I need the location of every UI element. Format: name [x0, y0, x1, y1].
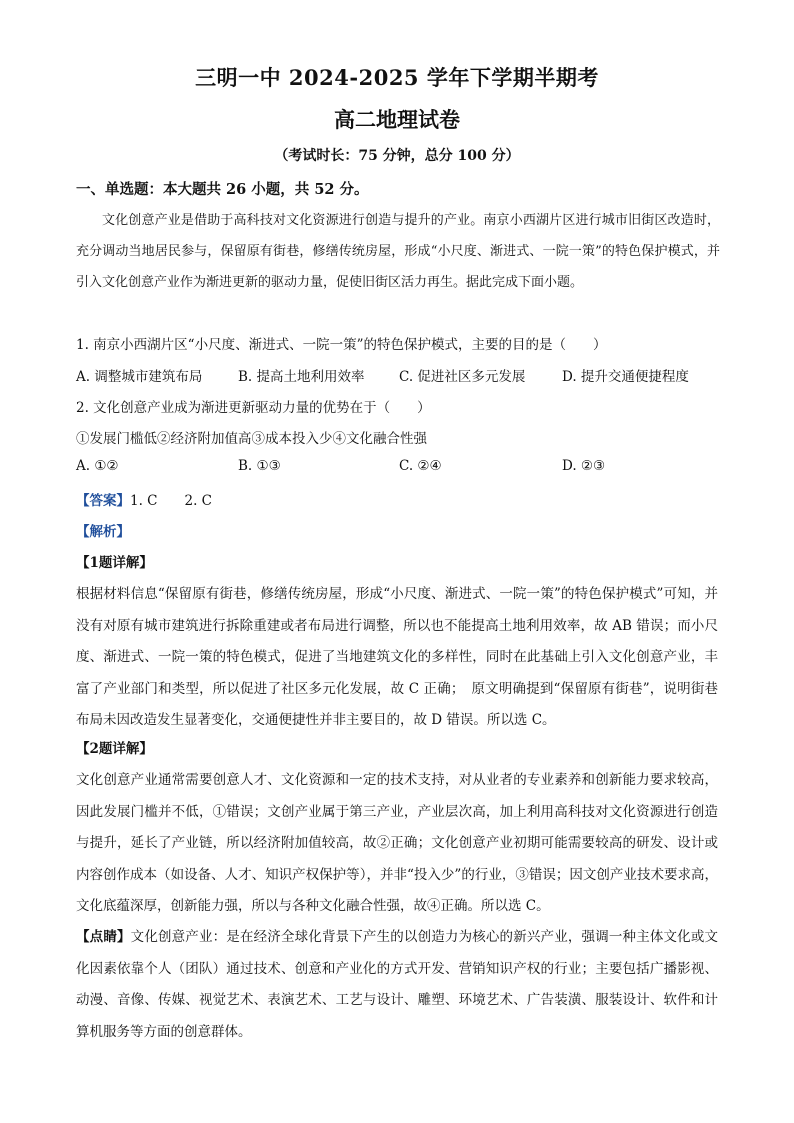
question-2-stem: 2. 文化创意产业成为渐进更新驱动力量的优势在于（ ） [76, 400, 431, 416]
detail-1-title: 【1题详解】 [76, 555, 153, 571]
detail-1-paragraph: 根据材料信息“保留原有街巷，修缮传统房屋，形成“小尺度、渐进式、一院一策”的特色保护模式”可知，并没有对原有城市建筑进行拆除重建或者布局进行调整，所以也不能提高土地利用效率，故 AB 错误；而小尺度、渐进式、一院一策的特色模式，促进了当地建筑文化的多样性，同时在此基础上引入文化创意产业，丰富了产业部门和类型，所以促进了社区多元化发展，故 C 正确； 原文明确提到“保留原有街巷”，说明街巷布局未因改造发生显著变化，交通便捷性并非主要目的，故 D 错误。所以选 C。 [76, 586, 718, 728]
exam-subject: 高二地理试卷 [334, 107, 460, 132]
question-2-option-d: D. ②③ [562, 458, 606, 474]
answer-line [76, 489, 212, 509]
question-2-option-a: A. ①② [76, 458, 119, 474]
detail-2-title: 【2题详解】 [76, 741, 153, 757]
question-2-items: ①发展门槛低②经济附加值高③成本投入少④文化融合性强 [76, 431, 427, 447]
detail-2-text [76, 765, 718, 923]
highlight-text: 文化创意产业：是在经济全球化背景下产生的以创造力为核心的新兴产业，强调一种主体文化或文化因素依靠个人（团队）通过技术、创意和产业化的方式开发、营销知识产权的行业；主要包括广播影视、动漫、音像、传媒、视觉艺术、表演艺术、工艺与设计、雕塑、环境艺术、广告装潢、服装设计、软件和计算机服务等方面的创意群体。 [76, 929, 719, 1040]
reading-material [76, 205, 720, 298]
question-2-option-c: C. ②④ [399, 458, 442, 474]
highlight-label: 【点睛】 [76, 929, 131, 945]
question-1-option-b: B. 提高土地利用效率 [238, 369, 365, 385]
exam-info: （考试时长：75 分钟，总分 100 分） [274, 148, 520, 164]
detail-1-text [76, 579, 718, 737]
exam-title: 三明一中 2024-2025 学年下学期半期考 [195, 65, 599, 90]
material-text: 文化创意产业是借助于高科技对文化资源进行创造与提升的产业。南京小西湖片区进行城市旧街区改造时，充分调动当地居民参与，保留原有街巷，修缮传统房屋，形成“小尺度、渐进式、一院一策”的特色保护模式，并引入文化创意产业作为渐进更新的驱动力量，促使旧街区活力再生。据此完成下面小题。 [76, 213, 720, 290]
question-1-option-c: C. 促进社区多元发展 [399, 369, 526, 385]
question-1-option-a: A. 调整城市建筑布局 [76, 369, 203, 385]
question-2-option-b: B. ①③ [238, 458, 281, 474]
answer-label: 【答案】 [76, 493, 130, 509]
question-1-stem: 1. 南京小西湖片区“小尺度、渐进式、一院一策”的特色保护模式，主要的目的是（ ） [76, 337, 607, 353]
analysis-label: 【解析】 [76, 524, 130, 540]
detail-2-paragraph: 文化创意产业通常需要创意人才、文化资源和一定的技术支持，对从业者的专业素养和创新能力要求较高，因此发展门槛并不低，①错误；文创产业属于第三产业，产业层次高，加上利用高科技对文化资源进行创造与提升，延长了产业链，所以经济附加值较高，故②正确；文化创意产业初期可能需要较高的研发、设计或内容创作成本（如设备、人才、知识产权保护等），并非“投入少”的行业，③错误；因文创产业技术要求高，文化底蕴深厚，创新能力强，所以与各种文化融合性强，故④正确。所以选 C。 [76, 772, 718, 914]
question-1-option-d: D. 提升交通便捷程度 [562, 369, 689, 385]
highlight-block [76, 922, 718, 1048]
section-heading: 一、单选题：本大题共 26 小题，共 52 分。 [76, 181, 369, 198]
answer-text: 1. C 2. C [130, 493, 213, 509]
